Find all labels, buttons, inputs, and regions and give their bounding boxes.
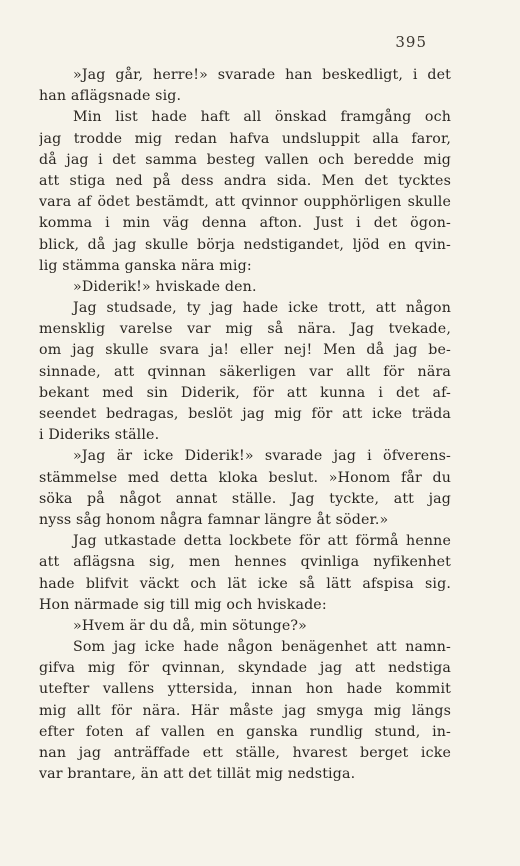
text-line: blick, då jag skulle börja nedstigandet, ljöd en qvin- bbox=[39, 236, 451, 253]
text-line: lig stämma ganska nära mig: bbox=[39, 257, 252, 274]
text-line: Jag studsade, ty jag hade icke trott, att någon bbox=[73, 300, 451, 317]
text-line: att aflägsna sig, men hennes qvinliga nyfikenhet bbox=[39, 554, 451, 571]
text-line: »Jag går, herre!» svarade han beskedligt, i det bbox=[73, 67, 451, 83]
text-line: vara af ödet bestämdt, att qvinnor oupphörligen skulle bbox=[39, 194, 451, 211]
text-line: Jag utkastade detta lockbete för att förmå henne bbox=[73, 533, 451, 550]
text-line: Hon närmade sig till mig och hviskade: bbox=[39, 596, 327, 613]
text-line: sinnade, att qvinnan säkerligen var allt för nära bbox=[39, 363, 451, 380]
text-line: »Jag är icke Diderik!» svarade jag i öfverens- bbox=[73, 448, 451, 465]
text-line: seendet bedragas, beslöt jag mig för att icke träda bbox=[39, 406, 451, 422]
text-line: i Dideriks ställe. bbox=[39, 427, 160, 444]
text-line: söka på något annat ställe. Jag tyckte, att jag bbox=[39, 490, 451, 507]
page-number: 395 bbox=[395, 33, 427, 51]
text-line: hade blifvit väckt och lät icke så lätt afspisa sig. bbox=[39, 575, 451, 592]
text-line: stämmelse med detta kloka beslut. »Honom får du bbox=[39, 469, 451, 486]
text-line: då jag i det samma besteg vallen och beredde mig bbox=[39, 151, 451, 168]
text-line: bekant med sin Diderik, för att kunna i det af- bbox=[39, 384, 451, 401]
text-line: mensklig varelse var mig så nära. Jag tvekade, bbox=[39, 321, 451, 338]
text-line: »Hvem är du då, min sötunge?» bbox=[73, 617, 308, 634]
text-line: var brantare, än att det tillät mig nedstiga. bbox=[39, 766, 356, 783]
text-line: mig allt för nära. Här måste jag smyga mig längs bbox=[39, 702, 451, 719]
text-line: Min list hade haft all önskad framgång och bbox=[73, 109, 451, 126]
text-line: jag trodde mig redan hafva undsluppit alla faror, bbox=[39, 130, 451, 147]
text-line: efter foten af vallen en ganska rundlig stund, in- bbox=[39, 723, 451, 740]
body-text bbox=[39, 65, 451, 785]
text-line: att stiga ned på dess andra sida. Men det tycktes bbox=[39, 172, 451, 189]
text-line: gifva mig för qvinnan, skyndade jag att nedstiga bbox=[39, 660, 451, 677]
text-line: utefter vallens yttersida, innan hon hade kommit bbox=[39, 681, 451, 698]
text-line: komma i min väg denna afton. Just i det ögon- bbox=[39, 215, 451, 232]
text-line: han aflägsnade sig. bbox=[39, 88, 182, 105]
text-line: om jag skulle svara ja! eller nej! Men då jag be- bbox=[39, 342, 451, 359]
text-line: nan jag anträffade ett ställe, hvarest berget icke bbox=[39, 745, 451, 761]
text-line: nyss såg honom några famnar längre åt söder.» bbox=[39, 511, 389, 528]
text-line: Som jag icke hade någon benägenhet att namn- bbox=[73, 639, 451, 656]
text-line: »Diderik!» hviskade den. bbox=[73, 278, 257, 295]
